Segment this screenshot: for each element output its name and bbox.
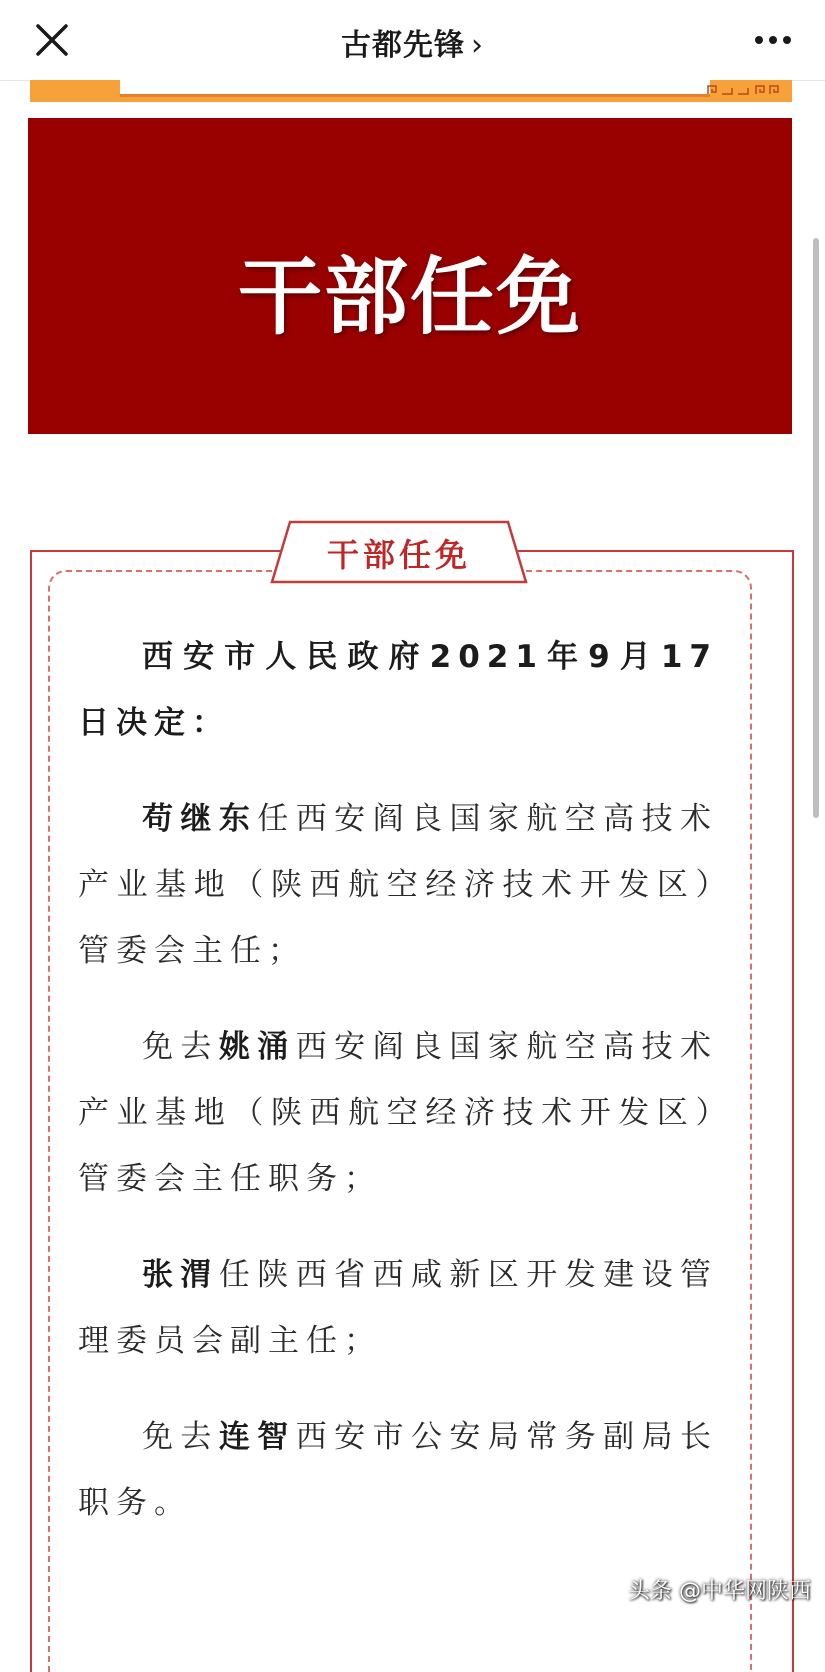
intro-text: 西安市人民政府2021年9月17日决定： bbox=[78, 639, 718, 741]
fret-pattern-icon bbox=[706, 84, 786, 96]
header-decoration-strip bbox=[30, 80, 792, 102]
person-name: 苟继东 bbox=[142, 801, 258, 837]
more-dots-icon[interactable] bbox=[751, 22, 795, 58]
top-nav-bar bbox=[0, 0, 825, 81]
section-tab-label: 干部任免 bbox=[326, 536, 471, 574]
strip-inner bbox=[120, 80, 710, 97]
appointment-item bbox=[78, 786, 718, 984]
account-name: 古都先锋 bbox=[341, 28, 465, 63]
appointment-text: 西安市公安局常务副局长职务。 bbox=[78, 1419, 719, 1521]
person-name: 张渭 bbox=[142, 1257, 219, 1293]
article-intro bbox=[78, 624, 718, 756]
article-body bbox=[78, 624, 718, 1566]
vertical-scrollbar[interactable] bbox=[813, 238, 819, 818]
person-name: 连智 bbox=[218, 1419, 296, 1455]
chevron-right-icon: › bbox=[471, 28, 484, 63]
appointment-text: 任西安阎良国家航空高技术产业基地（陕西航空经济技术开发区）管委会主任； bbox=[78, 801, 719, 969]
appointment-item bbox=[78, 1404, 718, 1536]
appointment-prefix: 免去 bbox=[142, 1419, 219, 1455]
appointment-item bbox=[78, 1014, 718, 1212]
source-watermark: 头条 @中华网陕西 bbox=[628, 1579, 811, 1604]
appointment-text: 任陕西省西咸新区开发建设管理委员会副主任； bbox=[78, 1257, 719, 1359]
appointment-prefix: 免去 bbox=[142, 1029, 219, 1065]
appointment-text: 西安阎良国家航空高技术产业基地（陕西航空经济技术开发区）管委会主任职务； bbox=[78, 1029, 719, 1197]
title-banner bbox=[28, 118, 792, 434]
banner-title: 干部任免 bbox=[237, 248, 582, 346]
account-title-link[interactable] bbox=[0, 20, 825, 64]
appointment-item bbox=[78, 1242, 718, 1374]
person-name: 姚涌 bbox=[218, 1029, 296, 1065]
